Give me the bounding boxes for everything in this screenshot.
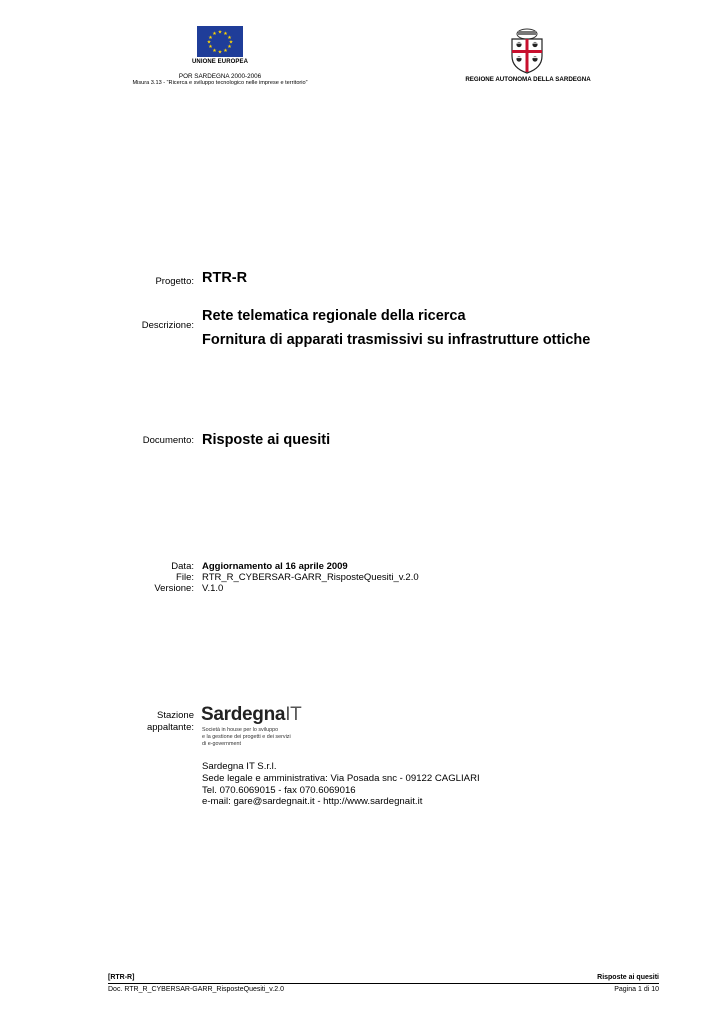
svg-text:★: ★ bbox=[223, 31, 228, 38]
footer-project: [RTR-R] bbox=[108, 974, 135, 981]
company-phone: Tel. 070.6069015 - fax 070.6069016 bbox=[202, 784, 356, 796]
logo-text: Sardegna bbox=[201, 704, 286, 725]
svg-text:★: ★ bbox=[223, 48, 228, 55]
version-value: V.1.0 bbox=[202, 583, 224, 594]
svg-text:★: ★ bbox=[217, 29, 223, 36]
logo-tagline-line1: Società in house per lo sviluppo bbox=[202, 727, 279, 733]
description-label: Descrizione: bbox=[141, 320, 194, 331]
svg-text:★: ★ bbox=[208, 44, 213, 51]
date-label: Data: bbox=[171, 561, 194, 572]
date-value: Aggiornamento al 16 aprile 2009 bbox=[202, 561, 348, 572]
footer-divider bbox=[108, 983, 659, 984]
svg-text:★: ★ bbox=[217, 49, 223, 56]
por-measure: Misura 3.13 - “Ricerca e sviluppo tecnologico nelle imprese e territorio” bbox=[132, 80, 308, 86]
svg-text:★: ★ bbox=[206, 39, 212, 46]
company-name: Sardegna IT S.r.l. bbox=[202, 761, 277, 772]
file-value: RTR_R_CYBERSAR-GARR_RisposteQuesiti_v.2.0 bbox=[202, 572, 419, 583]
svg-text:★: ★ bbox=[228, 39, 234, 46]
description-line-2: Fornitura di apparati trasmissivi su infrastrutture ottiche bbox=[202, 332, 591, 348]
logo-tagline-line3: di e-government bbox=[202, 741, 241, 748]
company-email[interactable]: e-mail: gare@sardegnait.it - http://www.sardegnait.it bbox=[202, 796, 423, 808]
svg-text:★: ★ bbox=[227, 44, 232, 51]
svg-text:★: ★ bbox=[227, 35, 232, 42]
project-label: Progetto: bbox=[155, 276, 194, 287]
footer-page-number: Pagina 1 di 10 bbox=[614, 986, 659, 993]
logo-tagline bbox=[202, 727, 291, 749]
svg-text:★: ★ bbox=[208, 35, 213, 42]
sardinia-crest-icon bbox=[506, 28, 548, 74]
document-value: Risposte ai quesiti bbox=[202, 432, 331, 448]
svg-text:★: ★ bbox=[212, 31, 217, 38]
contracting-label bbox=[74, 710, 194, 733]
logo-tagline-line2: e la gestione dei progetti e dei servizi bbox=[202, 734, 291, 741]
svg-text:★: ★ bbox=[212, 48, 217, 55]
contracting-label-line1: Stazione bbox=[157, 710, 194, 721]
document-label: Documento: bbox=[142, 435, 194, 446]
eu-flag-icon bbox=[197, 26, 243, 57]
company-info bbox=[202, 761, 480, 808]
version-label: Versione: bbox=[154, 583, 194, 594]
eu-stars bbox=[197, 26, 243, 57]
company-address: Sede legale e amministrativa: Via Posada snc - 09122 CAGLIARI bbox=[202, 772, 480, 784]
footer-title: Risposte ai quesiti bbox=[597, 974, 659, 981]
por-program: POR SARDEGNA 2000-2006 bbox=[178, 73, 262, 80]
footer-doc-name: Doc. RTR_R_CYBERSAR-GARR_RisposteQuesiti_v.2.0 bbox=[108, 986, 284, 993]
project-value: RTR-R bbox=[202, 270, 248, 286]
logo-suffix: IT bbox=[285, 704, 302, 725]
region-label: REGIONE AUTONOMA DELLA SARDEGNA bbox=[465, 76, 591, 83]
description-line-1: Rete telematica regionale della ricerca bbox=[202, 308, 466, 324]
eu-label: UNIONE EUROPEA bbox=[191, 59, 249, 65]
contracting-label-line2: appaltante: bbox=[146, 721, 194, 733]
file-label: File: bbox=[176, 572, 194, 583]
sardegnait-logo bbox=[201, 704, 301, 726]
